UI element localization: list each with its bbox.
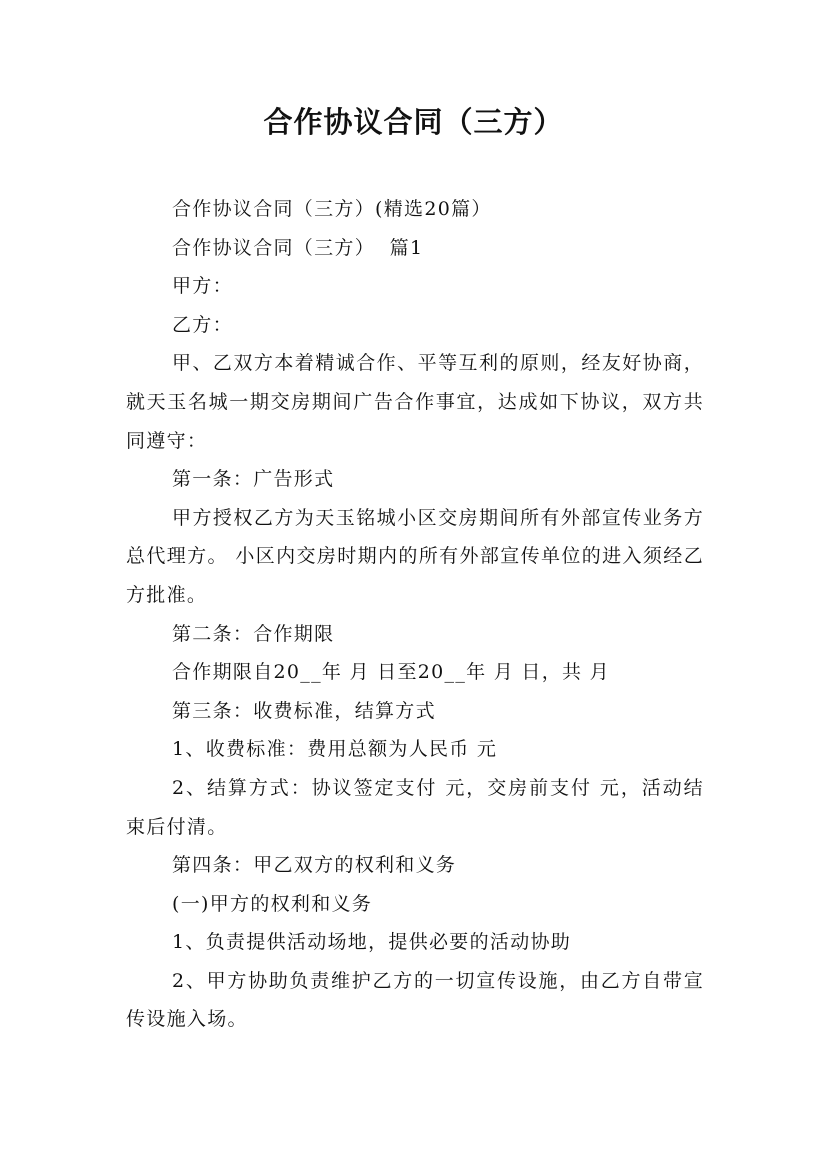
preamble-paragraph: 甲、乙双方本着精诚合作、平等互利的原则，经友好协商，就天玉名城一期交房期间广告合作事宜，达成如下协议，双方共同遵守：	[126, 352, 704, 452]
list-item: 2、结算方式：协议签定支付 元，交房前支付 元，活动结束后付清。	[126, 776, 704, 838]
section-heading: 合作协议合同（三方） 篇1	[172, 236, 424, 259]
article-heading: 第四条：甲乙双方的权利和义务	[172, 854, 457, 877]
article-heading: 第二条：合作期限	[172, 622, 335, 645]
body-paragraph: 甲方授权乙方为天玉铭城小区交房期间所有外部宣传业务方总代理方。 小区内交房时期内的所有外部宣传单位的进入须经乙方批准。	[126, 506, 704, 606]
sub-heading: (一)甲方的权利和义务	[172, 892, 373, 915]
article-heading: 第一条：广告形式	[172, 468, 335, 491]
party-a-line: 甲方：	[172, 275, 233, 298]
document-title: 合作协议合同（三方）	[263, 105, 564, 139]
article-heading: 第三条：收费标准，结算方式	[172, 699, 436, 722]
list-item: 2、甲方协助负责维护乙方的一切宣传设施，由乙方自带宣传设施入场。	[126, 969, 704, 1031]
body-paragraph: 合作期限自20__年 月 日至20__年 月 日，共 月	[172, 661, 610, 684]
document-body	[126, 190, 704, 1039]
party-b-line: 乙方：	[172, 313, 233, 336]
subtitle-line: 合作协议合同（三方）(精选20篇）	[172, 198, 492, 220]
list-item: 1、负责提供活动场地，提供必要的活动协助	[172, 931, 572, 954]
list-item: 1、收费标准：费用总额为人民币 元	[172, 738, 498, 761]
